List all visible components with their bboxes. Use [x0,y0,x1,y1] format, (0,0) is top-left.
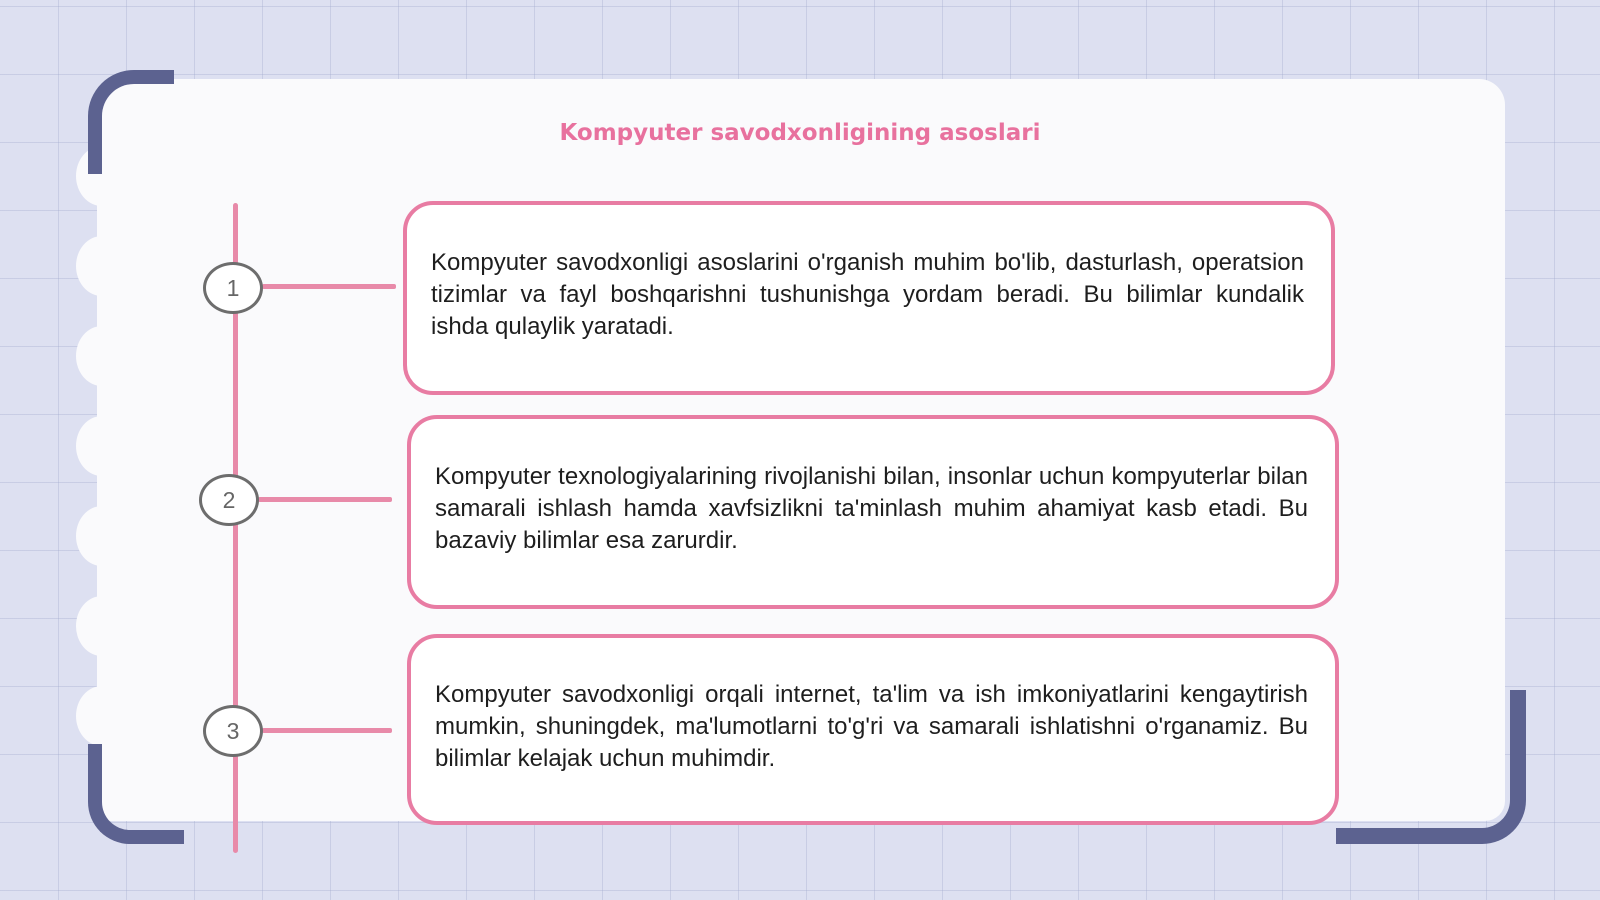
step-number-3: 3 [203,705,263,757]
paper-edge-bump [76,596,128,656]
step-number-2: 2 [199,474,259,526]
step-text-3: Kompyuter savodxonligi orqali internet, ta'lim va ish imkoniyatlarini kengaytirish mumkin, shuningdek, ma'lumotlarni to'g'ri va samarali ishlatishni o'rganamiz. Bu bilimlar kelajak uchun muhimdir. [435,680,1308,772]
frame-corner-top-left [88,70,174,174]
step-text-1: Kompyuter savodxonligi asoslarini o'rganish muhim bo'lib, dasturlash, operatsion tizimlar va fayl boshqarishni tushunishga yordam beradi. Bu bilimlar kundalik ishda qulaylik yaratadi. [431,249,1304,340]
step-text-2: Kompyuter texnologiyalarining rivojlanishi bilan, insonlar uchun kompyuterlar bilan samarali ishlash hamda xavfsizlikni ta'minlash muhim ahamiyat kasb etadi. Bu bazaviy bilimlar esa zarurdir. [435,463,1308,554]
step-card-3 [407,634,1339,825]
frame-corner-bottom-left [88,744,184,844]
frame-corner-bottom-right [1336,690,1526,844]
timeline-connector [262,728,392,733]
paper-edge-bump [76,416,128,476]
slide-title: Kompyuter savodxonligining asoslari [559,120,1041,146]
paper-edge-bump [76,236,128,296]
timeline-connector [258,497,392,502]
step-number-1: 1 [203,262,263,314]
paper-edge-bump [76,326,128,386]
step-card-2 [407,415,1339,609]
step-card-1 [403,201,1335,395]
paper-edge-bump [76,686,128,746]
paper-edge-bump [76,506,128,566]
timeline-connector [262,284,396,289]
